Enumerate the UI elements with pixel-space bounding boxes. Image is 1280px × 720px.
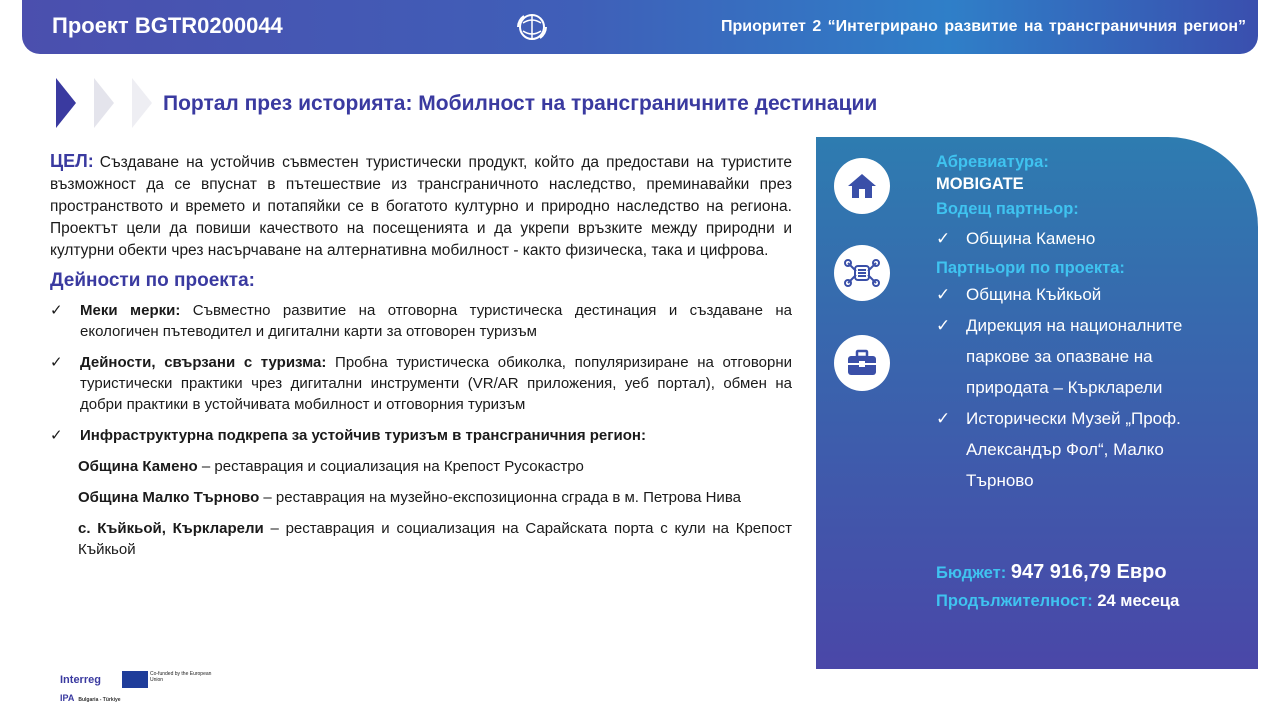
duration-line bbox=[936, 592, 1179, 611]
activity-label: Дейности, свързани с туризма: bbox=[80, 354, 327, 371]
activity-item bbox=[50, 300, 792, 342]
project-info bbox=[936, 151, 1236, 496]
partner-name: Исторически Музей „Проф. Александър Фол“, Малко Търново bbox=[966, 409, 1181, 490]
infra-text: – реставрация и социализация на Крепост Русокастро bbox=[197, 458, 584, 475]
check-icon: ✓ bbox=[50, 427, 63, 444]
eu-cofunded-text: Co-funded by the European Union bbox=[150, 671, 212, 683]
interreg-logo: Interreg bbox=[60, 674, 101, 686]
lead-partner-name: Община Камено bbox=[966, 229, 1096, 248]
home-icon bbox=[847, 172, 877, 200]
check-icon: ✓ bbox=[936, 409, 951, 428]
budget-value: 947 916,79 Евро bbox=[1010, 561, 1167, 583]
header-bar bbox=[22, 0, 1258, 54]
goal-paragraph bbox=[50, 150, 792, 262]
lead-partner-label: Водещ партньор: bbox=[936, 200, 1079, 218]
check-icon: ✓ bbox=[936, 285, 951, 304]
partner-name: Дирекция на националните паркове за опазване на природата – Къркларели bbox=[966, 316, 1183, 397]
activity-text: Пробна туристическа обиколка, популяризиране на отговорни туристически практики чрез дигитални инструменти (VR/AR приложения, уеб портал), обмен на добри практики в устойчивата мобилност и отговорния туризъм bbox=[80, 354, 792, 413]
budget-block bbox=[936, 561, 1179, 611]
page-title: Портал през историята: Мобилност на трансграничните дестинации bbox=[163, 92, 878, 115]
left-column bbox=[50, 150, 792, 570]
chevrons-icon bbox=[54, 78, 164, 128]
region-text: Bulgaria - Türkiye bbox=[78, 697, 121, 703]
briefcase-icon bbox=[846, 349, 878, 377]
infra-item bbox=[50, 456, 792, 477]
duration-value: 24 месеца bbox=[1097, 592, 1180, 610]
ipa-text: IPA bbox=[60, 693, 75, 703]
partner-item bbox=[936, 403, 1236, 496]
handshake-icon bbox=[842, 253, 882, 293]
goal-label: ЦЕЛ: bbox=[50, 151, 94, 171]
duration-label: Продължителност: bbox=[936, 592, 1093, 610]
eu-flag-icon bbox=[122, 671, 148, 688]
info-panel bbox=[816, 137, 1258, 669]
activity-item bbox=[50, 352, 792, 415]
project-code: Проект BGTR0200044 bbox=[52, 13, 283, 38]
partner-item bbox=[936, 279, 1236, 310]
handshake-circle bbox=[834, 245, 890, 301]
budget-line bbox=[936, 561, 1179, 584]
infra-label: Община Камено bbox=[78, 458, 198, 475]
ipa-logo bbox=[60, 693, 121, 703]
partner-name: Община Къйкьой bbox=[966, 285, 1102, 304]
activity-label: Инфраструктурна подкрепа за устойчив туризъм в трансграничния регион: bbox=[80, 427, 646, 444]
activity-label: Меки мерки: bbox=[80, 302, 181, 319]
budget-label: Бюджет: bbox=[936, 564, 1007, 582]
lead-partner-item bbox=[936, 223, 1236, 254]
infra-text: – реставрация и социализация на Сарайската порта с кули на Крепост Къйкьой bbox=[78, 520, 792, 558]
infra-item bbox=[50, 518, 792, 560]
goal-text: Създаване на устойчив съвместен туристически продукт, който да предостави на туристите възможност да се впуснат в пътешествие из трансграничното наследство, преминавайки през пространството и времето и потапяйки се в богатото културно и природно наследство на региона. Проектът цели да повиши качеството на посещенията и да укрепи връзките между природни и културни обекти чрез насърчаване на алтернативна мобилност - както физическа, така и цифрова. bbox=[50, 154, 792, 259]
priority-text: Приоритет 2 “Интегрирано развитие на трансграничния регион” bbox=[721, 18, 1246, 35]
partner-item bbox=[936, 310, 1236, 403]
abbreviation-label: Абревиатура: bbox=[936, 153, 1049, 171]
check-icon: ✓ bbox=[936, 229, 951, 248]
globe-logo-icon bbox=[514, 9, 550, 45]
partners-label: Партньори по проекта: bbox=[936, 259, 1125, 277]
briefcase-circle bbox=[834, 335, 890, 391]
infra-text: – реставрация на музейно-експозиционна сграда в м. Петрова Нива bbox=[259, 489, 741, 506]
activities-title: Дейности по проекта: bbox=[50, 270, 256, 291]
infra-label: Община Малко Търново bbox=[78, 489, 260, 506]
activity-text: Съвместно развитие на отговорна туристическа дестинация и създаване на екологичен пътеводител и дигитални карти за отговорен туризъм bbox=[80, 302, 793, 340]
home-circle bbox=[834, 158, 890, 214]
check-icon: ✓ bbox=[50, 354, 63, 371]
abbreviation-value: MOBIGATE bbox=[936, 175, 1024, 193]
activity-item bbox=[50, 425, 792, 446]
infra-item bbox=[50, 487, 792, 508]
infra-label: с. Къйкьой, Къркларели bbox=[78, 520, 264, 537]
footer-logos bbox=[60, 668, 220, 708]
check-icon: ✓ bbox=[936, 316, 951, 335]
check-icon: ✓ bbox=[50, 302, 63, 319]
